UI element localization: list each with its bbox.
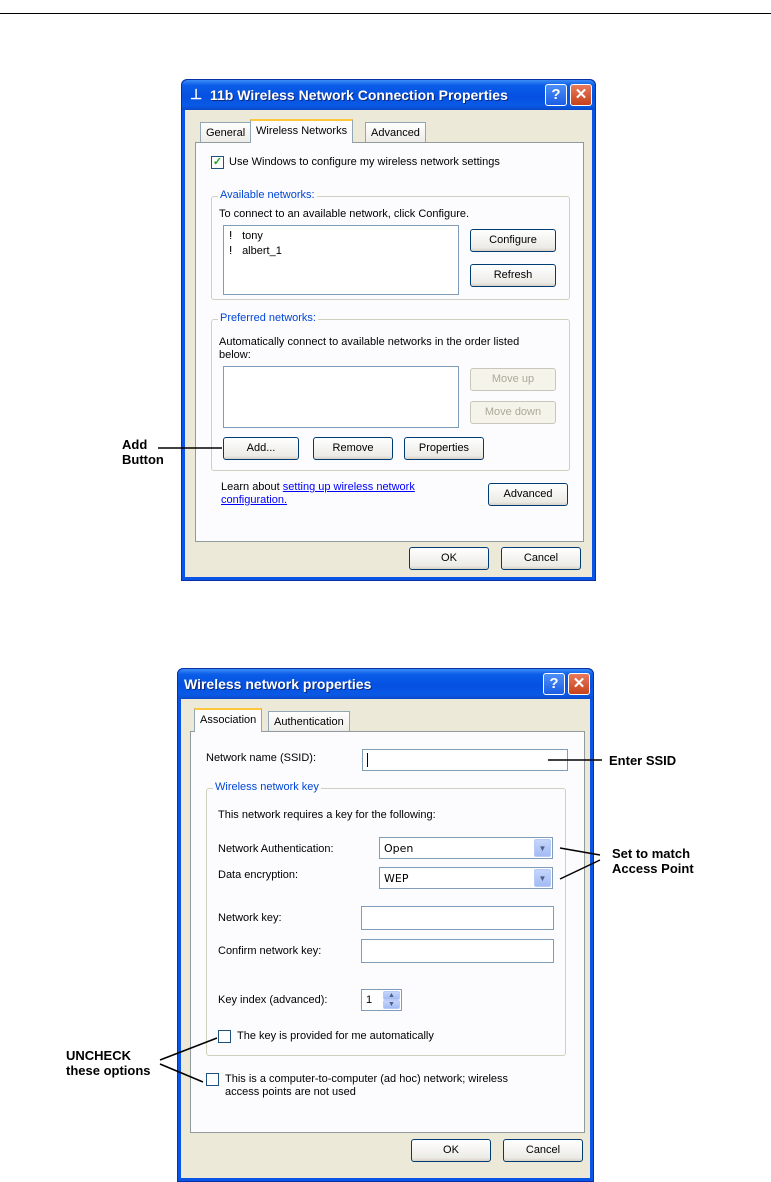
spin-up-icon[interactable]: ▲: [383, 991, 400, 1000]
window-title: Wireless network properties: [184, 676, 372, 692]
adhoc-label-line1: This is a computer-to-computer (ad hoc) network; wireless: [225, 1073, 509, 1085]
add-button[interactable]: Add...: [223, 437, 299, 460]
uncheck-annotation: UNCHECK these options: [66, 1048, 151, 1078]
adhoc-callout-line: [160, 1064, 203, 1082]
cancel-button[interactable]: Cancel: [503, 1139, 583, 1162]
network-key-label: Network key:: [218, 912, 282, 924]
configure-button[interactable]: Configure: [470, 229, 556, 252]
available-networks-label: Available networks:: [220, 189, 315, 201]
remove-button[interactable]: Remove: [313, 437, 393, 460]
tab-general[interactable]: General: [200, 122, 251, 143]
auto-key-callout-line: [160, 1038, 217, 1060]
use-windows-checkbox[interactable]: ✓: [212, 156, 223, 168]
ok-button[interactable]: OK: [411, 1139, 491, 1162]
ok-button[interactable]: OK: [409, 547, 489, 570]
auth-value: Open: [384, 842, 414, 855]
encryption-value: WEP: [384, 872, 409, 885]
tab-wireless-networks[interactable]: Wireless Networks: [250, 119, 353, 143]
ssid-label: Network name (SSID):: [206, 752, 317, 764]
tab-authentication[interactable]: Authentication: [268, 711, 350, 732]
enter-ssid-annotation: Enter SSID: [609, 753, 677, 768]
encryption-label: Data encryption:: [218, 869, 299, 881]
key-instruction: This network requires a key for the following:: [218, 809, 436, 821]
encryption-callout-line: [560, 860, 600, 879]
refresh-button[interactable]: Refresh: [470, 264, 556, 287]
cancel-button[interactable]: Cancel: [501, 547, 581, 570]
preferred-instruction-line2: below:: [219, 349, 251, 361]
close-icon[interactable]: ✕: [570, 84, 592, 106]
close-icon[interactable]: ✕: [568, 673, 590, 695]
properties-button[interactable]: Properties: [404, 437, 484, 460]
adhoc-label-line2: access points are not used: [225, 1086, 356, 1098]
help-icon[interactable]: ?: [545, 84, 567, 106]
auth-callout-line: [560, 848, 600, 855]
wireless-network-icon: ⵑ: [229, 245, 233, 257]
chevron-down-icon[interactable]: ▼: [534, 869, 551, 887]
key-index-value: 1: [366, 994, 373, 1006]
window-title: 11b Wireless Network Connection Properties: [210, 87, 508, 103]
tab-association[interactable]: Association: [194, 708, 262, 732]
auth-label: Network Authentication:: [218, 843, 334, 855]
network-name: albert_1: [242, 245, 282, 257]
move-up-button[interactable]: Move up: [470, 368, 556, 391]
network-connection-icon: ⊥: [190, 86, 203, 102]
use-windows-label: Use Windows to configure my wireless network settings: [229, 156, 500, 168]
auto-key-label: The key is provided for me automatically: [237, 1030, 434, 1042]
setup-wireless-link[interactable]: setting up wireless network: [282, 481, 415, 493]
wireless-network-icon: ⵑ: [229, 230, 233, 242]
chevron-down-icon[interactable]: ▼: [534, 839, 551, 857]
add-button-annotation: Add Button: [122, 437, 164, 467]
advanced-button[interactable]: Advanced: [488, 483, 568, 506]
configuration-link[interactable]: configuration.: [221, 494, 288, 506]
help-icon[interactable]: ?: [543, 673, 565, 695]
wireless-key-label: Wireless network key: [215, 781, 319, 793]
key-index-label: Key index (advanced):: [218, 994, 328, 1006]
spin-down-icon[interactable]: ▼: [383, 1000, 400, 1009]
set-to-match-annotation: Set to match Access Point: [612, 846, 694, 876]
preferred-instruction-line1: Automatically connect to available networks in the order listed: [219, 336, 520, 348]
learn-about-text: Learn about setting up wireless network: [221, 481, 415, 493]
tab-advanced[interactable]: Advanced: [365, 122, 426, 143]
network-name: tony: [242, 230, 263, 242]
confirm-key-label: Confirm network key:: [218, 945, 322, 957]
move-down-button[interactable]: Move down: [470, 401, 556, 424]
preferred-networks-label: Preferred networks:: [220, 312, 316, 324]
available-instruction: To connect to an available network, click Configure.: [219, 208, 470, 220]
